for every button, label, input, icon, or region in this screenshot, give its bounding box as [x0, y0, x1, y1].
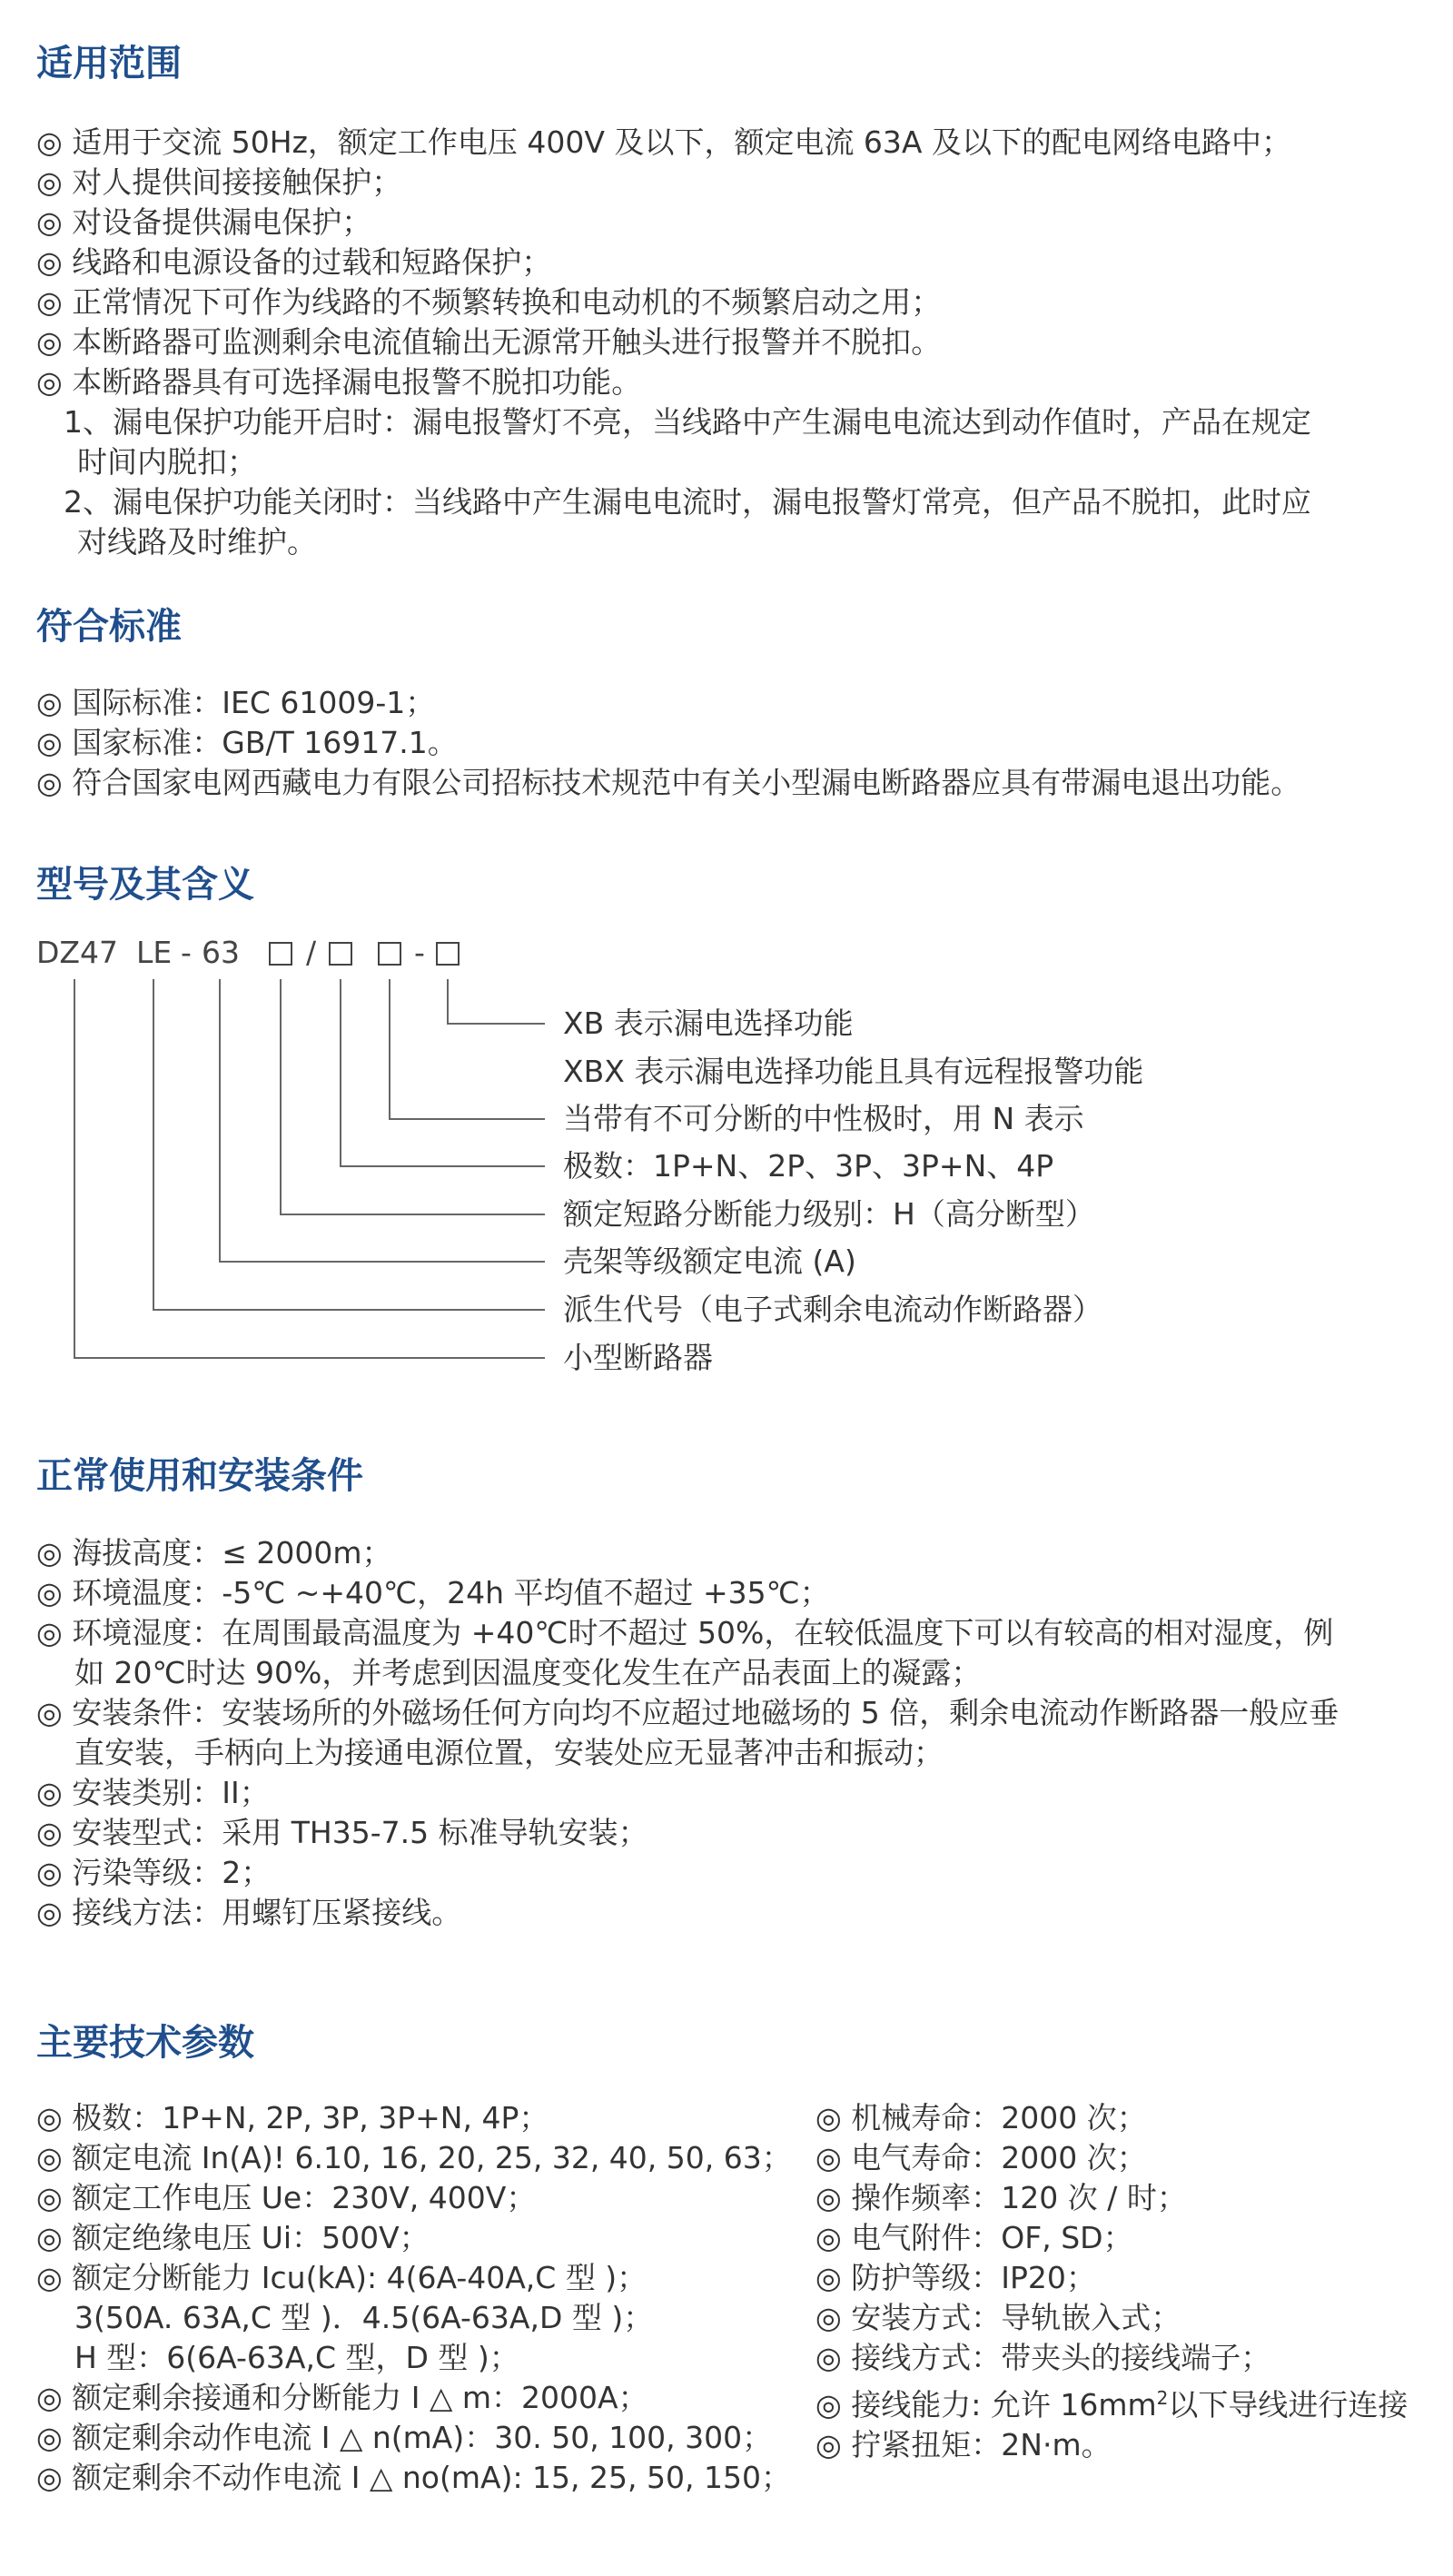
standard-item: ◎ 国际标准：IEC 61009-1； — [36, 685, 436, 720]
condition-item: ◎ 海拔高度：≤ 2000m； — [36, 1535, 392, 1570]
condition-item: ◎ 安装条件：安装场所的外磁场任何方向均不应超过地磁场的 5 倍，剩余电流动作断路器一般应垂 — [36, 1695, 1339, 1730]
section-title-conditions: 正常使用和安装条件 — [36, 1455, 363, 1497]
param-item-cont: H 型：6(6A-63A,C 型，D 型 )； — [74, 2340, 519, 2375]
param-item-wiring-capacity — [815, 2378, 1442, 2425]
section-title-standards: 符合标准 — [36, 606, 182, 648]
conditions-list — [36, 1533, 1426, 1933]
param-item: ◎ 额定剩余动作电流 I △ n(mA)：30. 50, 100, 300； — [36, 2420, 773, 2455]
param-item: ◎ 额定分断能力 Icu(kA): 4(6A-40A,C 型 )； — [36, 2260, 647, 2295]
connector-line — [341, 979, 545, 1166]
scope-item: ◎ 对设备提供漏电保护； — [36, 204, 372, 240]
param-item: ◎ 额定工作电压 Ue：230V, 400V； — [36, 2180, 537, 2215]
param-item: ◎ 机械寿命：2000 次； — [815, 2100, 1147, 2135]
model-code-le: LE — [136, 935, 173, 970]
model-legend-item: 极数：1P+N、2P、3P、3P+N、4P — [563, 1148, 1054, 1184]
standard-item: ◎ 符合国家电网西藏电力有限公司招标技术规范中有关小型漏电断路器应具有带漏电退出功能。 — [36, 765, 1301, 800]
param-item: ◎ 额定电流 In(A)! 6.10, 16, 20, 25, 32, 40, 50, 63； — [36, 2140, 792, 2175]
section-title-scope: 适用范围 — [36, 43, 182, 84]
model-code-slash: / — [306, 935, 317, 970]
param-item: ◎ 电气寿命：2000 次； — [815, 2140, 1147, 2175]
scope-item: ◎ 本断路器具有可选择漏电报警不脱扣功能。 — [36, 364, 642, 400]
section-title-params: 主要技术参数 — [36, 2022, 254, 2064]
scope-item: ◎ 本断路器可监测剩余电流值输出无源常开触头进行报警并不脱扣。 — [36, 324, 942, 360]
scope-sub-item-cont: 时间内脱扣； — [77, 444, 257, 480]
connector-line — [390, 979, 545, 1119]
model-legend-item: XBX 表示漏电选择功能且具有远程报警功能 — [563, 1054, 1144, 1089]
section-title-model: 型号及其含义 — [36, 864, 254, 906]
param-item: ◎ 操作频率：120 次 / 时； — [815, 2180, 1187, 2215]
connector-line — [74, 979, 545, 1358]
param-item: ◎ 极数：1P+N, 2P, 3P, 3P+N, 4P； — [36, 2100, 549, 2135]
model-code-dz47: DZ47 — [36, 935, 119, 970]
model-legend-item: 壳架等级额定电流 (A) — [563, 1243, 856, 1279]
param-item: ◎ 防护等级：IP20； — [815, 2260, 1096, 2295]
model-code-63: 63 — [202, 935, 240, 970]
wiring-superscript: 2 — [1156, 2387, 1169, 2409]
model-legend-item: 派生代号（电子式剩余电流动作断路器） — [563, 1292, 1102, 1327]
model-legend-item: XB 表示漏电选择功能 — [563, 1006, 854, 1041]
connector-line — [281, 979, 545, 1214]
condition-item: ◎ 安装类别：II； — [36, 1775, 270, 1810]
model-code-dash: - — [181, 935, 192, 970]
param-item: ◎ 电气附件：OF, SD； — [815, 2220, 1133, 2255]
scope-item: ◎ 适用于交流 50Hz，额定工作电压 400V 及以下，额定电流 63A 及以下的配电网络电路中； — [36, 124, 1291, 160]
condition-item: ◎ 安装型式：采用 TH35-7.5 标准导轨安装； — [36, 1815, 648, 1850]
condition-item-cont: 如 20℃时达 90%，并考虑到因温度变化发生在产品表面上的凝露； — [74, 1655, 982, 1690]
connector-line — [220, 979, 545, 1262]
condition-item: ◎ 环境湿度：在周围最高温度为 +40℃时不超过 50%，在较低温度下可以有较高的相对湿度，例 — [36, 1615, 1334, 1650]
scope-item: ◎ 线路和电源设备的过载和短路保护； — [36, 244, 552, 280]
model-code-dash: - — [414, 935, 425, 970]
param-item: ◎ 接线方式：带夹头的接线端子； — [815, 2340, 1271, 2375]
param-item: ◎ 额定剩余不动作电流 I △ no(mA): 15, 25, 50, 150； — [36, 2460, 791, 2495]
condition-item: ◎ 污染等级：2； — [36, 1855, 272, 1890]
model-legend-item: 当带有不可分断的中性极时，用 N 表示 — [563, 1101, 1084, 1136]
wiring-prefix: ◎ 接线能力: 允许 16mm — [815, 2387, 1157, 2422]
model-legend-item: 小型断路器 — [563, 1340, 713, 1375]
connector-line — [448, 979, 545, 1024]
condition-item: ◎ 接线方法：用螺钉压紧接线。 — [36, 1895, 462, 1930]
standard-item: ◎ 国家标准：GB/T 16917.1。 — [36, 725, 458, 760]
param-item: ◎ 安装方式：导轨嵌入式； — [815, 2300, 1181, 2335]
param-item: ◎ 额定剩余接通和分断能力 I △ m：2000A； — [36, 2380, 648, 2415]
params-left-column — [36, 2098, 808, 2498]
scope-sub-item: 1、漏电保护功能开启时：漏电报警灯不亮，当线路中产生漏电电流达到动作值时，产品在规定 — [64, 404, 1311, 440]
scope-sub-item: 2、漏电保护功能关闭时：当线路中产生漏电电流时，漏电报警灯常亮，但产品不脱扣，此时应 — [64, 484, 1311, 520]
param-item: ◎ 额定绝缘电压 Ui：500V； — [36, 2220, 430, 2255]
param-item: ◎ 拧紧扭矩：2N·m。 — [815, 2427, 1112, 2462]
param-item-cont: 3(50A. 63A,C 型 )．4.5(6A-63A,D 型 )； — [74, 2300, 654, 2335]
model-legend-item: 额定短路分断能力级别：H（高分断型） — [563, 1196, 1095, 1232]
scope-item: ◎ 正常情况下可作为线路的不频繁转换和电动机的不频繁启动之用； — [36, 284, 942, 320]
params-right-column — [815, 2098, 1442, 2465]
scope-sub-item-cont: 对线路及时维护。 — [77, 524, 317, 560]
connector-line — [153, 979, 545, 1310]
condition-item: ◎ 环境温度：-5℃ ~+40℃，24h 平均值不超过 +35℃； — [36, 1575, 830, 1610]
wiring-suffix: 以下导线进行连接 — [1168, 2387, 1409, 2422]
condition-item-cont: 直安装，手柄向上为接通电源位置，安装处应无显著冲击和振动； — [74, 1735, 944, 1770]
scope-item: ◎ 对人提供间接接触保护； — [36, 164, 402, 200]
